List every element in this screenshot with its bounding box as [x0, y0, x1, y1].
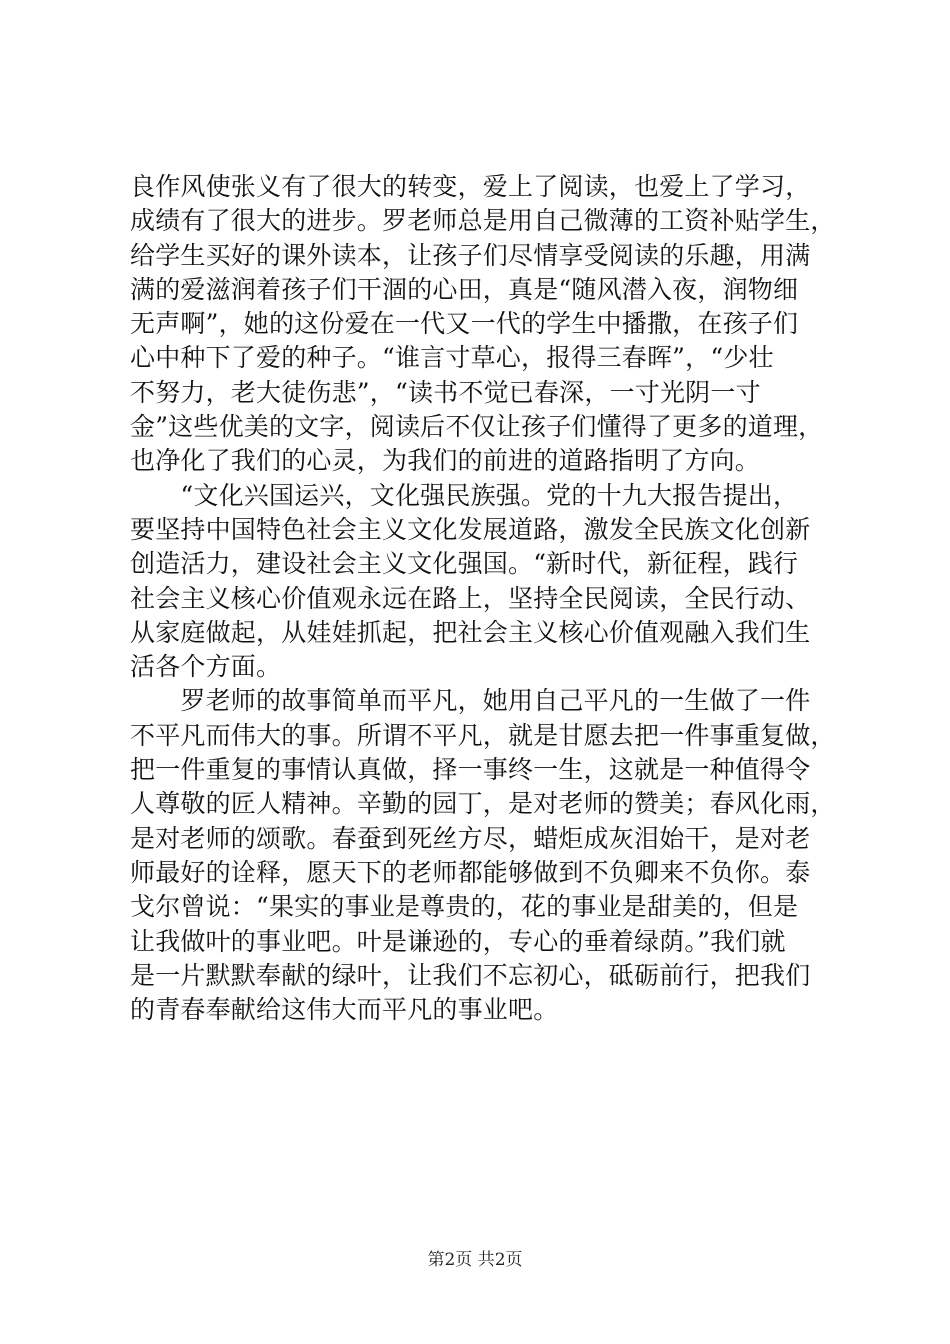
text-line: 也净化了我们的心灵，为我们的前进的道路指明了方向。	[130, 446, 761, 476]
text-line: 创造活力，建设社会主义文化强国。“新时代，新征程，践行	[130, 549, 799, 579]
text-line: 戈尔曾说：“果实的事业是尊贵的，花的事业是甜美的，但是	[130, 892, 799, 922]
text-line: 让我做叶的事业吧。叶是谦逊的，专心的垂着绿荫。”我们就	[130, 926, 786, 956]
text-line: 满的爱滋润着孩子们干涸的心田，真是“随风潜入夜，润物细	[130, 274, 799, 304]
text-line: 社会主义核心价值观永远在路上，坚持全民阅读，全民行动、	[130, 583, 811, 613]
text-line: 从家庭做起，从娃娃抓起，把社会主义核心价值观融入我们生	[130, 617, 811, 647]
text-line: 是一片默默奉献的绿叶，让我们不忘初心，砥砺前行，把我们	[130, 960, 811, 990]
text-line: 给学生买好的课外读本，让孩子们尽情享受阅读的乐趣，用满	[130, 240, 811, 270]
text-line: “文化兴国运兴，文化强民族强。党的十九大报告提出，	[130, 480, 799, 510]
text-line: 无声啊”，她的这份爱在一代又一代的学生中播撒，在孩子们	[130, 309, 799, 339]
text-line: 不平凡而伟大的事。所谓不平凡，就是甘愿去把一件事重复做，	[130, 720, 836, 750]
text-line: 要坚持中国特色社会主义文化发展道路，激发全民族文化创新	[130, 514, 811, 544]
text-line: 活各个方面。	[130, 652, 282, 682]
body-text	[130, 170, 836, 1027]
text-line: 成绩有了很大的进步。罗老师总是用自己微薄的工资补贴学生，	[130, 206, 836, 236]
text-line: 的青春奉献给这伟大而平凡的事业吧。	[130, 995, 559, 1025]
text-line: 金”这些优美的文字，阅读后不仅让孩子们懂得了更多的道理，	[130, 412, 824, 442]
text-line: 心中种下了爱的种子。“谁言寸草心，报得三春晖”，“少壮	[130, 343, 774, 373]
text-line: 把一件重复的事情认真做，择一事终一生，这就是一种值得令	[130, 755, 811, 785]
text-line: 不努力，老大徒伤悲”，“读书不觉已春深，一寸光阴一寸	[130, 377, 761, 407]
text-line: 是对老师的颂歌。春蚕到死丝方尽，蜡炬成灰泪始干，是对老	[130, 823, 811, 853]
page-footer	[0, 1245, 950, 1270]
text-line: 罗老师的故事简单而平凡，她用自己平凡的一生做了一件	[130, 686, 811, 716]
text-line: 人尊敬的匠人精神。辛勤的园丁，是对老师的赞美；春风化雨，	[130, 789, 836, 819]
text-line: 师最好的诠释，愿天下的老师都能够做到不负卿来不负你。泰	[130, 857, 811, 887]
page-number-label: 第2页 共2页	[427, 1250, 523, 1270]
text-line: 良作风使张义有了很大的转变，爱上了阅读，也爱上了学习，	[130, 172, 811, 201]
